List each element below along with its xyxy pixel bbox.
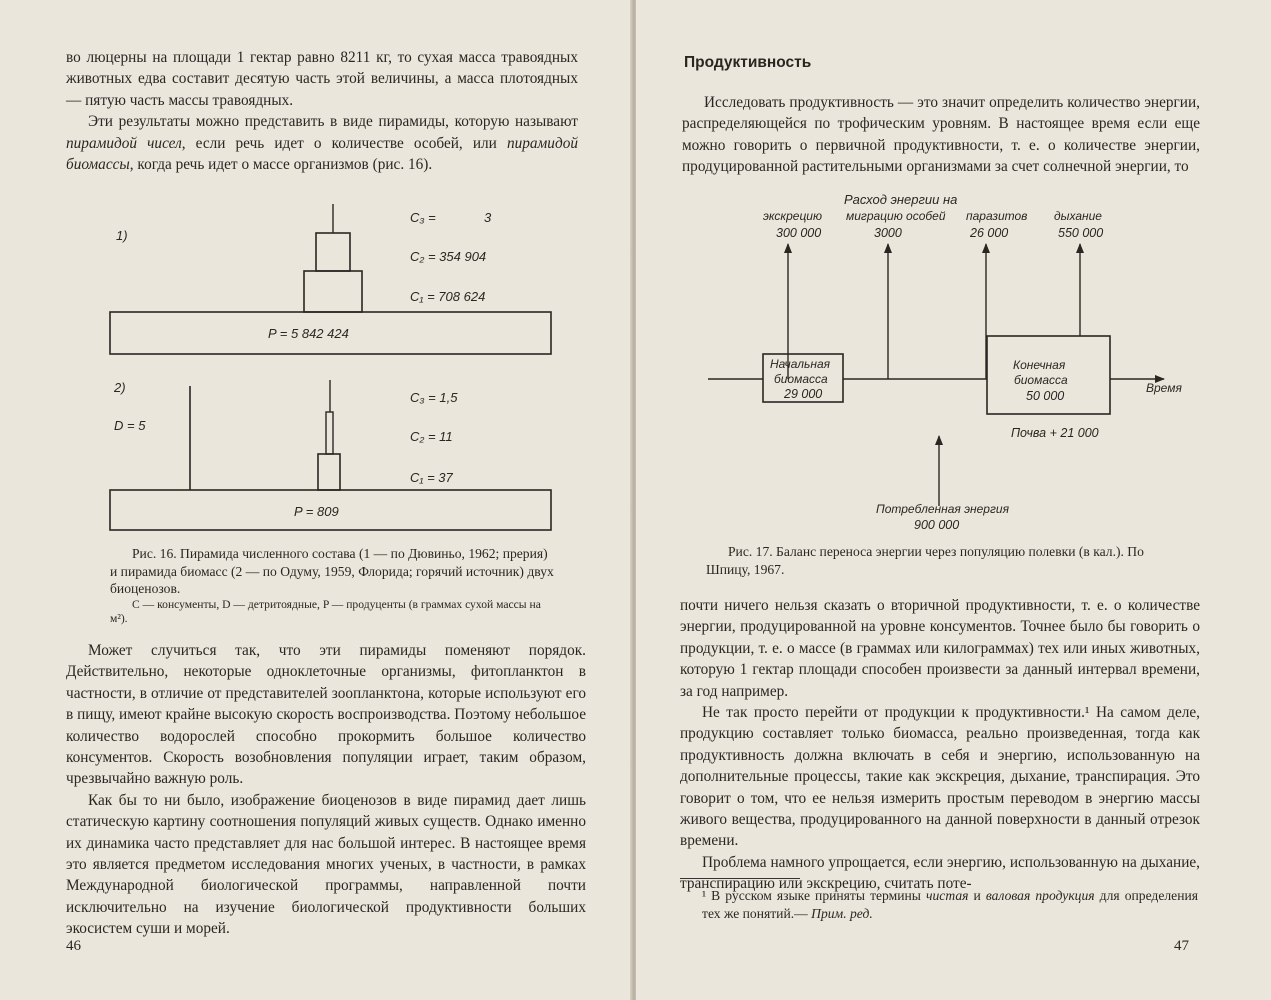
output-value: 550 000 <box>1058 226 1104 240</box>
consumer-1-bar <box>318 454 340 490</box>
paragraph: Эти результаты можно представить в виде пирамиды, которую называют пирамидой чисел, если речь идет о количестве особей, или пирамидой биомассы, когда речь идет о массе организмов (рис. 16). <box>66 113 578 174</box>
output-label: паразитов <box>966 209 1028 223</box>
consumer-1-bar <box>304 271 362 312</box>
soil-label: Почва + 21 000 <box>1011 426 1099 440</box>
panel-1-label: 1) <box>116 228 128 243</box>
p-label: P = 809 <box>294 504 339 519</box>
final-biomass-label: биомасса <box>1014 373 1068 387</box>
footnote-rule <box>680 878 800 879</box>
figure-16-pyramids <box>0 190 630 540</box>
caption-text: Рис. 16. Пирамида численного состава (1 — по Дювиньо, 1962; прерия) и пирамида биомасс (2 — по Одуму, 1959, Флорида; горячий источник) двух биоценозов. <box>110 546 554 596</box>
final-biomass-label: Конечная <box>1013 358 1066 372</box>
left-body-text <box>66 640 586 940</box>
page-number: 47 <box>1174 938 1189 954</box>
initial-biomass-label: биомасса <box>774 372 828 386</box>
paragraph: Исследовать продуктивность — это значит определить количество энергии, распределяющейся по трофическим уровням. В настоящее время если еще можно говорить о первичной продуктивности, т. е. о количестве энергии, продуцированной растительными организмами за счет солнечной энергии, то <box>682 94 1200 176</box>
output-value: 3000 <box>874 226 902 240</box>
c3-label: C₃ = 1,5 <box>410 390 458 405</box>
d-label: D = 5 <box>114 418 146 433</box>
output-label: дыхание <box>1054 209 1102 223</box>
p-label: P = 5 842 424 <box>268 326 349 341</box>
figure-17-energy-balance <box>636 186 1271 536</box>
panel-2-label: 2) <box>114 380 126 395</box>
figure-17-caption <box>706 543 1176 578</box>
right-intro-text <box>682 92 1200 178</box>
initial-biomass-label: Начальная <box>770 357 831 371</box>
c1-label: C₁ = 708 624 <box>410 289 486 304</box>
paragraph: почти ничего нельзя сказать о вторичной продуктивности, т. е. о количестве энергии, продуцированной на уровне консументов. Точнее было бы говорить о продукции, т. е. о массе (в граммах или килограммах) тех или иных животных, которую 1 гектар площади способен произвести за данный интервал времени, за год например. <box>680 597 1200 700</box>
time-label: Время <box>1146 381 1182 395</box>
paragraph: Может случиться так, что эти пирамиды поменяют порядок. Действительно, некоторые одноклеточные организмы, фитопланктон в частности, в отличие от представителей зоопланктона, которые используют его в пищу, имеют крайне высокую скорость воспроизводства. Поэтому небольшое количество водорослей способно прокормить большое количество консументов. Скорость возобновления популяции играет, таким образом, чрезвычайно важную роль. <box>66 642 586 788</box>
consumer-2-bar <box>326 412 333 454</box>
caption-legend: C — консументы, D — детритоядные, P — продуценты (в граммах сухой массы на м²). <box>110 597 541 625</box>
paragraph: во люцерны на площади 1 гектар равно 8211 кг, то сухая масса травоядных животных едва составит десятую часть этой величины, а масса плотоядных — пятую часть массы травоядных. <box>66 49 578 109</box>
energy-expense-title: Расход энергии на <box>844 192 958 207</box>
output-value: 300 000 <box>776 226 822 240</box>
output-label: экскрецию <box>763 209 823 223</box>
initial-biomass-value: 29 000 <box>784 387 823 401</box>
paragraph: Проблема намного упрощается, если энергию, использованную на дыхание, транспирацию или экскрецию, считать поте- <box>680 853 1200 893</box>
consumed-energy-value: 900 000 <box>914 518 960 532</box>
paragraph: Не так просто перейти от продукции к продуктивности.¹ На самом деле, продукцию составляет только биомасса, реально произведенная, тогда как продуктивность должна включать в себя и энергию, использованную на дополнительные процессы, такие как экскреция, дыхание, транспирация. Это говорит о том, что ее нельзя измерить простым переводом в энергию массы живого вещества, продуцированного на данной поверхности в данный отрезок времени. <box>680 704 1200 850</box>
right-page <box>636 0 1271 1000</box>
consumer-2-bar <box>316 233 350 271</box>
footnote: ¹ В русском языке приняты термины чистая и валовая продукция для определения тех же понятий.— Прим. ред. <box>702 888 1198 921</box>
c3-value: 3 <box>484 210 492 225</box>
left-top-text <box>66 47 578 175</box>
right-body-text <box>680 595 1200 895</box>
caption-text: Рис. 17. Баланс переноса энергии через популяцию полевки (в кал.). По Шпицу, 1967. <box>706 544 1144 577</box>
output-value: 26 000 <box>970 226 1009 240</box>
c1-label: C₁ = 37 <box>410 470 453 485</box>
consumed-energy-label: Потребленная энергия <box>876 502 1009 516</box>
c2-label: C₂ = 11 <box>410 429 453 444</box>
left-page <box>0 0 633 1000</box>
c2-label: C₂ = 354 904 <box>410 249 487 264</box>
c3-label: C₃ = <box>410 210 436 225</box>
section-heading: Продуктивность <box>684 54 812 71</box>
figure-16-caption <box>110 545 558 626</box>
final-biomass-value: 50 000 <box>1026 389 1065 403</box>
paragraph: Как бы то ни было, изображение биоценозов в виде пирамид дает лишь статическую картину соотношения популяций живых существ. Однако именно их динамика часто представляет для нас большой интерес. В настоящее время это является предметом исследования многих ученых, в частности, в рамках Международной биологической программы, направленной почти исключительно на изучение биологической продуктивности больших экосистем суши и морей. <box>66 791 586 938</box>
output-label: миграцию особей <box>846 209 946 223</box>
page-number: 46 <box>66 938 81 954</box>
